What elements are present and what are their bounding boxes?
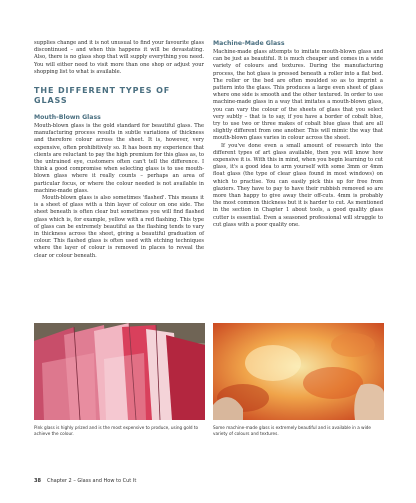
right-photo-caption: Some machine-made glass is extremely beautiful and is available in a wide variety of colours and textures. [213, 425, 372, 436]
mouth-blown-paragraph-1: Mouth-blown glass is the gold standard for beautiful glass. The manufacturing process results in subtle variations of thickness and therefore colour across the sheet. It is, however, very expensive, often prohibitively so. It has been my experience that clients are reluctant to pay the high premium for this glass as, to the untrained eye, customers often can't tell the difference. I think a good compromise when selecting glass is to use mouth-blown glass where it really counts – perhaps an area of particular focus, or where the colour needed is not available in machine-made glass. [34, 123, 205, 194]
machine-made-heading: Machine-Made Glass [213, 40, 285, 47]
page-footer [34, 478, 136, 484]
intro-paragraph: supplies change and it is not unusual to find your favourite glass discontinued – and when this happens it will be devastating. Also, there is no glass shop that will supply everything you need. You will either need to visit more than one shop or adjust your shopping list to what is available. [34, 40, 204, 75]
machine-made-paragraph-1: Machine-made glass attempts to imitate mouth-blown glass and can be just as beautiful. It is much cheaper and comes in a wide variety of colours and textures. During the manufacturing process, the hot glass is pressed beneath a roller into a flat bed. The roller or the bed are often moulded so as to imprint a pattern into the glass. This produces a large even sheet of glass where one side is smooth and the other textured. In order to use machine-made glass in a way that imitates a mouth-blown glass, you can vary the colour of the sheets of glass that you select very subtly – that is to say, if you have a border of cobalt blue, try to use two or three makes of cobalt blue glass that are all slightly different from one another. This will mimic the way that mouth-blown glass varies in colour across the sheet. [213, 49, 383, 142]
machine-made-paragraph-2: If you've done even a small amount of research into the different types of art glass available, then you will know how expensive it is. With this in mind, when you begin learning to cut glass, it's a good idea to arm yourself with some 3mm or 4mm float glass (the type of clear glass found in most windows) on which to practise. You can easily pick this up for free from glaziers. They have to pay to have their rubbish removed so are more than happy to give away their off-cuts. 4mm is probably the most common thickness but it is harder to cut. As mentioned in the section in Chapter 1 about tools, a good quality glass cutter is essential. Even a seasoned professional will struggle to cut glass with a poor quality one. [213, 142, 383, 228]
mouth-blown-paragraph-2: Mouth-blown glass is also sometimes 'flashed'. This means it is a sheet of glass with a thin layer of colour on one side. The sheet beneath is often clear but sometimes you will find flashed glass which is, for example, yellow with a red flashing. This type of glass can be extremely beautiful as the flashing tends to vary in thickness across the sheet, giving a beautiful graduation of colour. This flashed glass is often used with etching techniques where the layer of colour is removed in places to reveal the clear or colour beneath. [34, 195, 204, 259]
machine-made-glass-photo [213, 323, 384, 420]
section-heading: THE DIFFERENT TYPES OF GLASS [34, 86, 171, 106]
left-column [34, 40, 204, 260]
pink-glass-photo [34, 323, 205, 420]
chapter-title: Chapter 2 – Glass and How to Cut It [46, 478, 137, 484]
mouth-blown-heading: Mouth-Blown Glass [34, 114, 101, 122]
left-photo-caption: Pink glass is highly prized and is the most expensive to produce, using gold to achieve the colour. [34, 425, 199, 436]
right-column [213, 40, 383, 229]
page-number: 38 [34, 478, 41, 484]
